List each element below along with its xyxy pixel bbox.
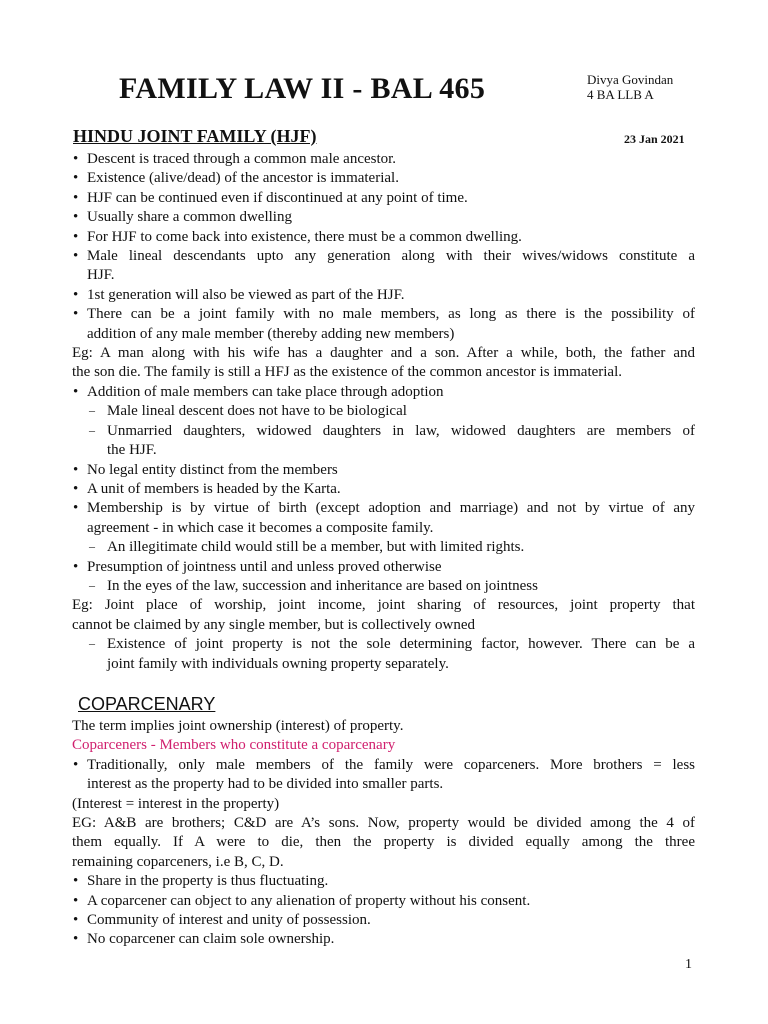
bullet-line: • Existence (alive/dead) of the ancestor is immaterial. — [72, 169, 695, 188]
continuation-line: joint family with individuals owning property separately. — [107, 655, 449, 672]
example-line: cannot be claimed by any single member, but is collectively owned — [72, 616, 476, 633]
bullet-line: • A coparcener can object to any alienation of property without his consent. — [72, 892, 695, 911]
bullet-line: • A unit of members is headed by the Karta. — [72, 480, 695, 499]
bullet-line: • There can be a joint family with no male members, as long as there is the possibility of — [72, 305, 695, 324]
page-number: 1 — [685, 957, 692, 972]
bullet-line: • Descent is traced through a common male ancestor. — [72, 150, 695, 169]
continuation-line: interest as the property had to be divided into smaller parts. — [87, 776, 444, 793]
bullet-line: • Addition of male members can take place through adoption — [72, 383, 695, 402]
note-date: 23 Jan 2021 — [624, 132, 685, 146]
example-line: EG: A&B are brothers; C&D are A’s sons. Now, property would be divided among the 4 of — [72, 815, 695, 832]
sub-bullet-line: – In the eyes of the law, succession and inheritance are based on jointness — [72, 577, 695, 596]
example-line: the son die. The family is still a HFJ as the existence of the common ancestor is immaterial. — [72, 364, 623, 381]
hjf-heading: HINDU JOINT FAMILY (HJF) — [73, 126, 317, 146]
bullet-line: • HJF can be continued even if discontinued at any point of time. — [72, 189, 695, 208]
example-line: them equally. If A were to die, then the property is divided equally among the three — [72, 834, 695, 851]
bullet-line: • 1st generation will also be viewed as part of the HJF. — [72, 286, 695, 305]
author-info — [587, 72, 673, 102]
example-line: remaining coparceners, i.e B, C, D. — [72, 853, 284, 870]
sub-bullet-line: – Existence of joint property is not the sole determining factor, however. There can be a — [72, 635, 695, 654]
bullet-line: • Membership is by virtue of birth (except adoption and marriage) and not by virtue of any — [72, 499, 695, 518]
author-name: Divya Govindan — [587, 72, 674, 87]
bullet-line: • For HJF to come back into existence, there must be a common dwelling. — [72, 228, 695, 247]
sub-bullet-line: – An illegitimate child would still be a member, but with limited rights. — [72, 538, 695, 557]
bullet-line: • Traditionally, only male members of the family were coparceners. More brothers = less — [72, 756, 695, 775]
text-line: (Interest = interest in the property) — [72, 795, 280, 812]
bullet-line: • No coparcener can claim sole ownership. — [72, 930, 695, 949]
highlight-line: Coparceners - Members who constitute a coparcenary — [72, 737, 396, 754]
bullet-line: • Usually share a common dwelling — [72, 208, 695, 227]
example-line: Eg: A man along with his wife has a daughter and a son. After a while, both, the father and — [72, 345, 695, 362]
continuation-line: addition of any male member (thereby adding new members) — [87, 325, 455, 342]
text-line: The term implies joint ownership (interest) of property. — [72, 718, 404, 734]
coparcenary-heading: COPARCENARY — [78, 694, 216, 714]
continuation-line: the HJF. — [107, 442, 157, 459]
coparcenary-notes — [72, 717, 695, 950]
bullet-line: • Male lineal descendants upto any generation along with their wives/widows constitute a — [72, 247, 695, 266]
hjf-notes — [72, 150, 695, 674]
continuation-line: agreement - in which case it becomes a composite family. — [87, 519, 434, 536]
author-class: 4 BA LLB A — [587, 87, 654, 102]
bullet-line: • Community of interest and unity of possession. — [72, 911, 695, 930]
sub-bullet-line: – Unmarried daughters, widowed daughters in law, widowed daughters are members of — [72, 422, 695, 441]
example-line: Eg: Joint place of worship, joint income, joint sharing of resources, joint property that — [72, 597, 695, 614]
bullet-line: • Share in the property is thus fluctuating. — [72, 872, 695, 891]
continuation-line: HJF. — [87, 267, 115, 284]
document-title: FAMILY LAW II - BAL 465 — [119, 72, 486, 105]
bullet-line: • No legal entity distinct from the members — [72, 461, 695, 480]
sub-bullet-line: – Male lineal descent does not have to be biological — [72, 402, 695, 421]
bullet-line: • Presumption of jointness until and unless proved otherwise — [72, 558, 695, 577]
